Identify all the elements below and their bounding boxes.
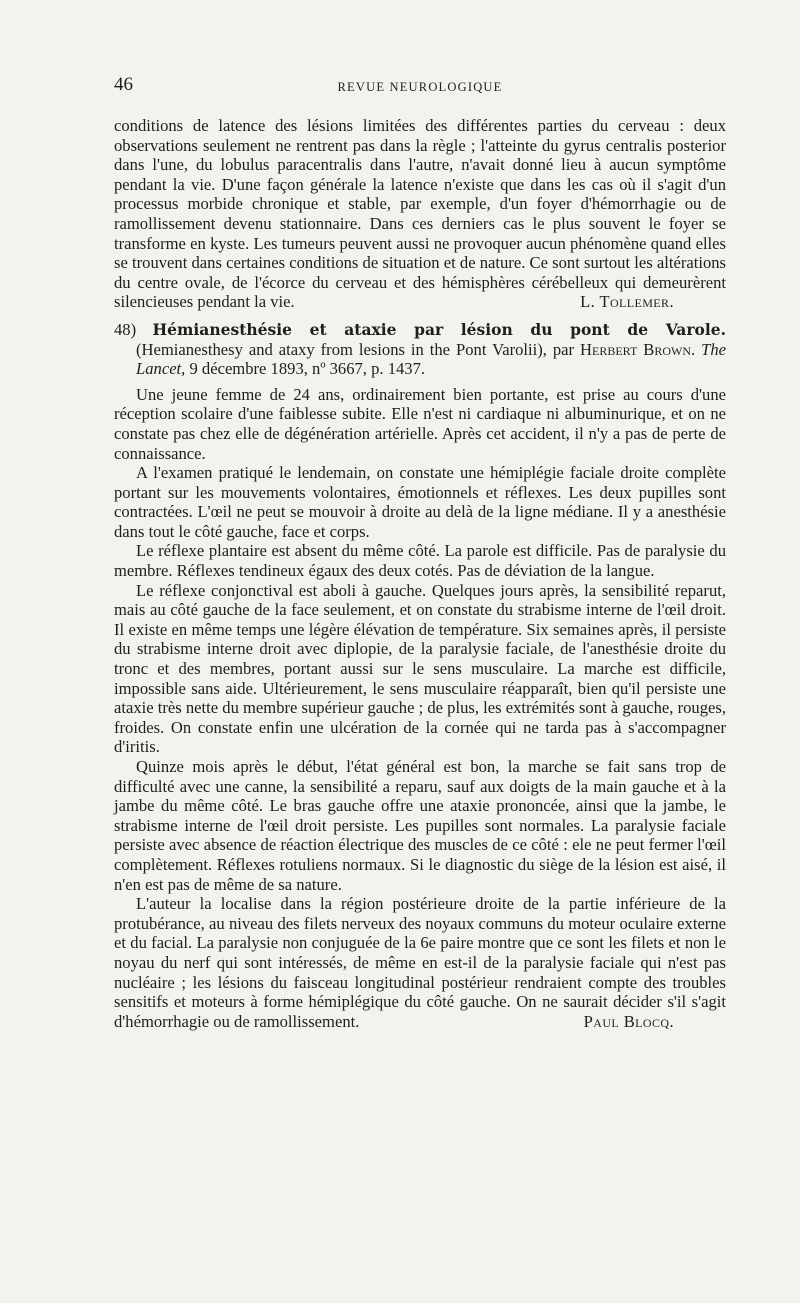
article-paragraph-6: L'auteur la localise dans la région postérieure droite de la partie inférieure de la protubérance, au niveau des filets nerveux des noyaux communs du moteur oculaire externe et du facial. La paralysie non conjuguée de la 6e paire montre que ce sont les filets et non le noyau du nerf qui sont intéressés, de même en est-il de la paralysie faciale qui n'est pas nucléaire ; les lésions du faisceau longitudinal postérieur rendraient compte des troubles sensitifs et moteurs à forme hémiplégique du côté gauche. On ne saurait décider s'il s'agit d'hémorrhagie ou de ramollissement. (114, 894, 726, 1031)
article-signature: Paul Blocq. (583, 1011, 674, 1031)
article-number: 48) (114, 319, 137, 339)
previous-article-signature: L. Tollemer. (580, 292, 674, 312)
article-paragraph-2: A l'examen pratiqué le lendemain, on constate une hémiplégie faciale droite complète portant sur les mouvements volontaires, émotionnels et réflexes. Les deux pupilles sont contractées. L'œil ne peut se mouvoir à droite au delà de la ligne médiane. Il y a anesthésie dans tout le côté gauche, face et corps. (114, 463, 726, 541)
article-english-title: (Hemianesthesy and ataxy from lesions in the Pont Varolii), (136, 339, 547, 359)
article-paragraph-4: Le réflexe conjonctival est aboli à gauche. Quelques jours après, la sensibilité reparut, mais au côté gauche de la face seulement, et on constate du strabisme interne de l'œil droit. Il existe en même temps une légère élévation de température. Six semaines après, il persiste du strabisme interne droit avec diplopie, de la paralysie faciale, de l'anesthésie droite du tronc et des membres, portant aussi sur le sens musculaire. La marche est difficile, impossible sans aide. Ultérieurement, le sens musculaire réapparaît, bien qu'il persiste une ataxie très nette du membre supérieur gauche ; de plus, les extrémités sont à gauche, rouges, froides. On constate enfin une ulcération de la cornée qui ne tarda pas à s'accompagner d'iritis. (114, 580, 726, 757)
article-author: Herbert Brown. (580, 339, 696, 359)
page-body (114, 116, 726, 1031)
article-citation: 9 décembre 1893, nº 3667, p. 1437. (189, 359, 426, 379)
article-heading (114, 320, 726, 379)
article-by: par (552, 339, 575, 359)
previous-article-conclusion: conditions de latence des lésions limitées des différentes parties du cerveau : deux observations seulement ne rentrent pas dans la règle ; l'atteinte du gyrus centralis posterior dans l'une, du lobulus paracentralis dans l'autre, n'avait donné lieu à aucun symptôme pendant la vie. D'une façon générale la latence n'existe que dans les cas où il s'agit d'un processus morbide chronique et stable, par exemple, d'un foyer d'hémorrhagie ou de ramollissement devenu stationnaire. Dans ces derniers cas le plus souvent le foyer se transforme en kyste. Les tumeurs peuvent aussi ne provoquer aucun phénomène quand elles se trouvent dans certaines conditions de situation et de nature. Ce sont surtout les altérations du centre ovale, de l'écorce du cerveau et des hémisphères cérébelleux qui demeurèrent silencieuses pendant la vie. (114, 116, 726, 312)
article-journal: The Lancet, (136, 339, 726, 379)
article-paragraph-3: Le réflexe plantaire est absent du même côté. La parole est difficile. Pas de paralysie du membre. Réflexes tendineux égaux des deux cotés. Pas de déviation de la langue. (114, 541, 726, 581)
article-paragraph-1: Une jeune femme de 24 ans, ordinairement bien portante, est prise au cours d'une réception scolaire d'une faiblesse subite. Elle n'est ni cardiaque ni albuminurique, et on ne constate pas chez elle de dégénération artérielle. Après cet accident, il n'y a pas de perte de connaissance. (114, 384, 726, 463)
article-paragraph-5: Quinze mois après le début, l'état général est bon, la marche se fait sans trop de difficulté avec une canne, la sensibilité a reparu, sauf aux doigts de la main gauche et à la jambe du même côté. Le bras gauche offre une ataxie prononcée, ainsi que la jambe, le strabisme interne de l'œil droit persiste. Les pupilles sont normales. La paralysie faciale persiste avec absence de réaction électrique des muscles de ce côté : ele ne peut fermer l'œil complètement. Réflexes rotuliens normaux. Si le diagnostic du siège de la lésion est aisé, il n'en est pas de même de sa nature. (114, 757, 726, 894)
article-title: Hémianesthésie et ataxie par lésion du pont de Varole. (152, 319, 726, 339)
running-title: REVUE NEUROLOGIQUE (337, 80, 503, 94)
page-header (114, 74, 726, 98)
page-number: 46 (114, 74, 133, 95)
